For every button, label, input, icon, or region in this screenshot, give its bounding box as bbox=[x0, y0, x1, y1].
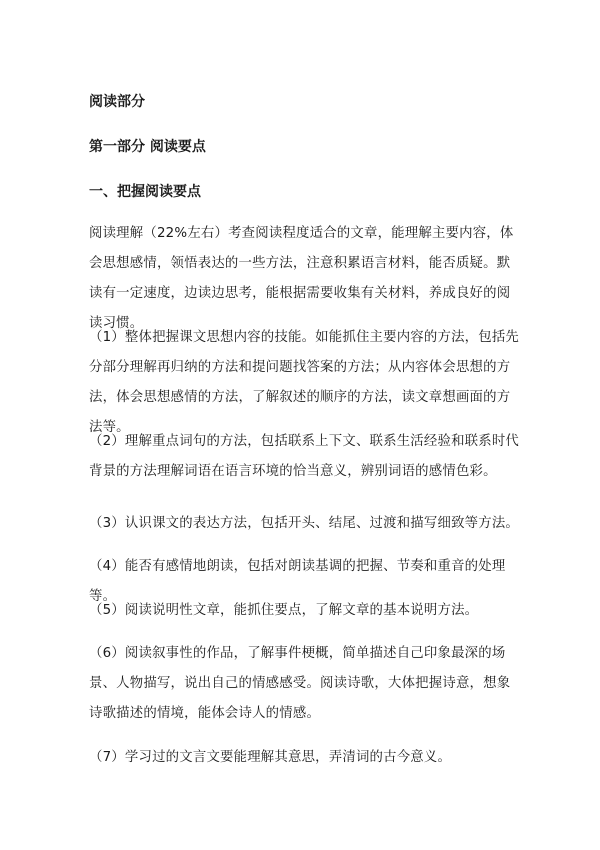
paragraph-point-3: （3）认识课文的表达方法，包括开头、结尾、过渡和描写细致等方法。 bbox=[89, 516, 520, 531]
paragraph-point-7: （7）学习过的文言文要能理解其意思，弄清词的古今意义。 bbox=[89, 750, 452, 765]
paragraph-point-1: （1）整体把握课文思想内容的技能。如能抓住主要内容的方法，包括先分部分理解再归纳的方法和提问题找答案的方法；从内容体会思想的方法，体会思想感情的方法，了解叙述的顺序的方法，读文章想画面的方法等。 bbox=[89, 330, 520, 435]
paragraph-point-2: （2）理解重点词句的方法，包括联系上下文、联系生活经验和联系时代背景的方法理解词语在语言环境的恰当意义，辨别词语的感情色彩。 bbox=[89, 434, 520, 479]
paragraph-point-6: （6）阅读叙事性的作品，了解事件梗概，简单描述自己印象最深的场景、人物描写，说出自己的情感感受。阅读诗歌，大体把握诗意，想象诗歌描述的情境，能体会诗人的情感。 bbox=[89, 646, 511, 721]
paragraph-point-4: （4）能否有感情地朗读，包括对朗读基调的把握、节奏和重音的处理等。 bbox=[89, 559, 506, 604]
subsection-title: 一、把握阅读要点 bbox=[89, 184, 201, 200]
section-title: 阅读部分 bbox=[89, 94, 145, 110]
paragraph-intro: 阅读理解（22%左右）考查阅读程度适合的文章，能理解主要内容，体会思想感情，领悟表达的一些方法，注意积累语言材料，能否质疑。默读有一定速度，边读边思考，能根据需要收集有关材料，养成良好的阅读习惯。 bbox=[89, 226, 514, 331]
part-title: 第一部分 阅读要点 bbox=[89, 139, 206, 155]
paragraph-point-5: （5）阅读说明性文章，能抓住要点，了解文章的基本说明方法。 bbox=[89, 603, 479, 618]
